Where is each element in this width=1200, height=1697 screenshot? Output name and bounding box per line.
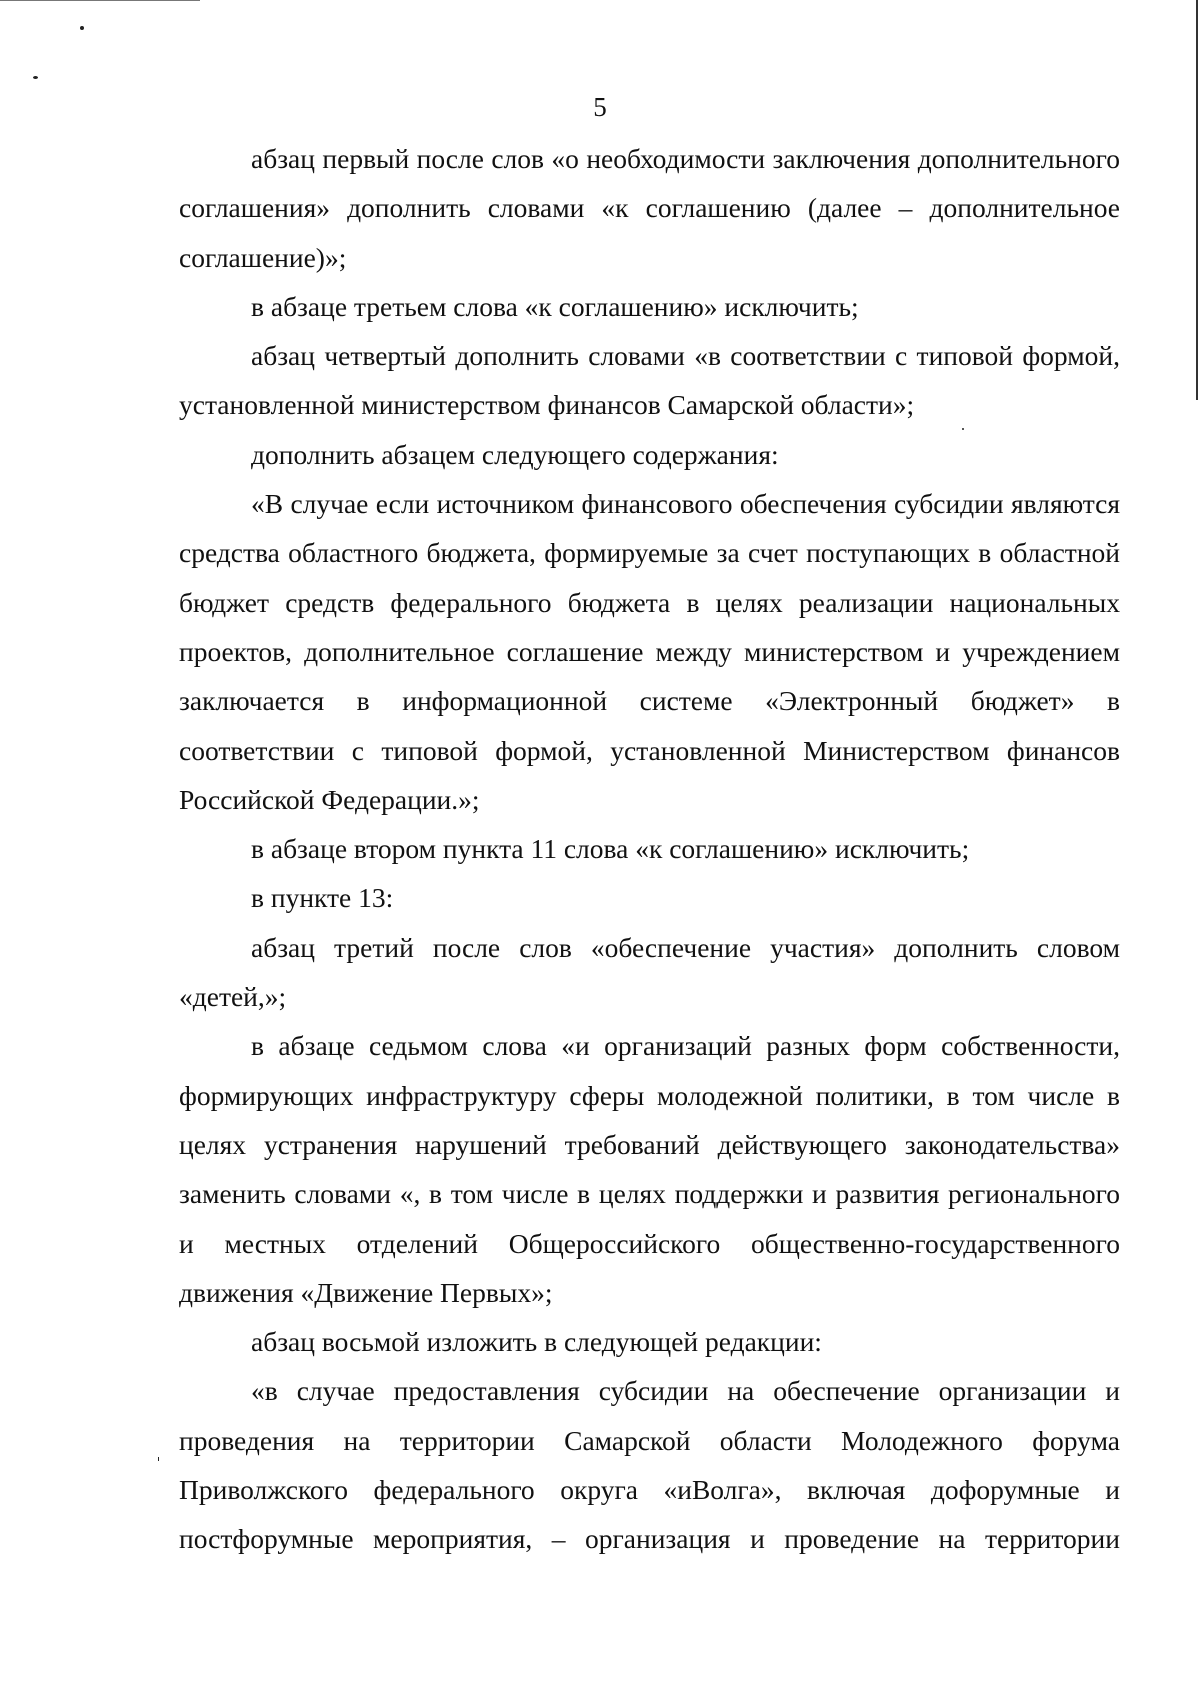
paragraph: в абзаце втором пункта 11 слова «к соглашению» исключить; [251,833,970,865]
scan-speck [33,76,38,79]
paragraph: абзац восьмой изложить в следующей редакции: [251,1326,822,1358]
paragraph: дополнить абзацем следующего содержания: [251,438,779,470]
page-number: 5 [593,92,607,122]
paragraph: абзац третий после слов «обеспечение участия» дополнить словом «детей,»; [179,931,1120,1013]
scan-top-edge-line [0,0,200,1]
paragraph: абзац первый после слов «о необходимости заключения дополнительного соглашения» дополнить словами «к соглашению (далее – дополнительное соглашение)»; [179,143,1120,273]
paragraph: в абзаце седьмом слова «и организаций разных форм собственности, формирующих инфраструктуру сферы молодежной политики, в том числе в целях устранения нарушений требований действующего законодательства» заменить словами «, в том числе в целях поддержки и развития регионального и местных отделений Общероссийского общественно-государственного движения «Движение Первых»; [179,1030,1120,1308]
scan-speck [158,1457,159,1461]
scan-right-edge-line [1196,0,1198,400]
paragraph: в абзаце третьем слова «к соглашению» исключить; [251,290,859,322]
document-body [179,134,1120,1564]
scan-speck [80,26,84,30]
paragraph: абзац четвертый дополнить словами «в соответствии с типовой формой, установленной министерством финансов Самарской области»; [179,340,1120,421]
paragraph: «в случае предоставления субсидии на обеспечение организации и проведения на территории Самарской области Молодежного форума Приволжского федерального округа «иВолга», включая дофорумные и постфорумные мероприятия, – организация и проведение на территории [179,1375,1120,1555]
paragraph: в пункте 13: [251,882,394,914]
paragraph: «В случае если источником финансового обеспечения субсидии являются средства областного бюджета, формируемые за счет поступающих в областной бюджет средств федерального бюджета в целях реализации национальных проектов, дополнительное соглашение между министерством и учреждением заключается в информационной системе «Электронный бюджет» в соответствии с типовой формой, установленной Министерством финансов Российской Федерации.»; [179,488,1120,815]
